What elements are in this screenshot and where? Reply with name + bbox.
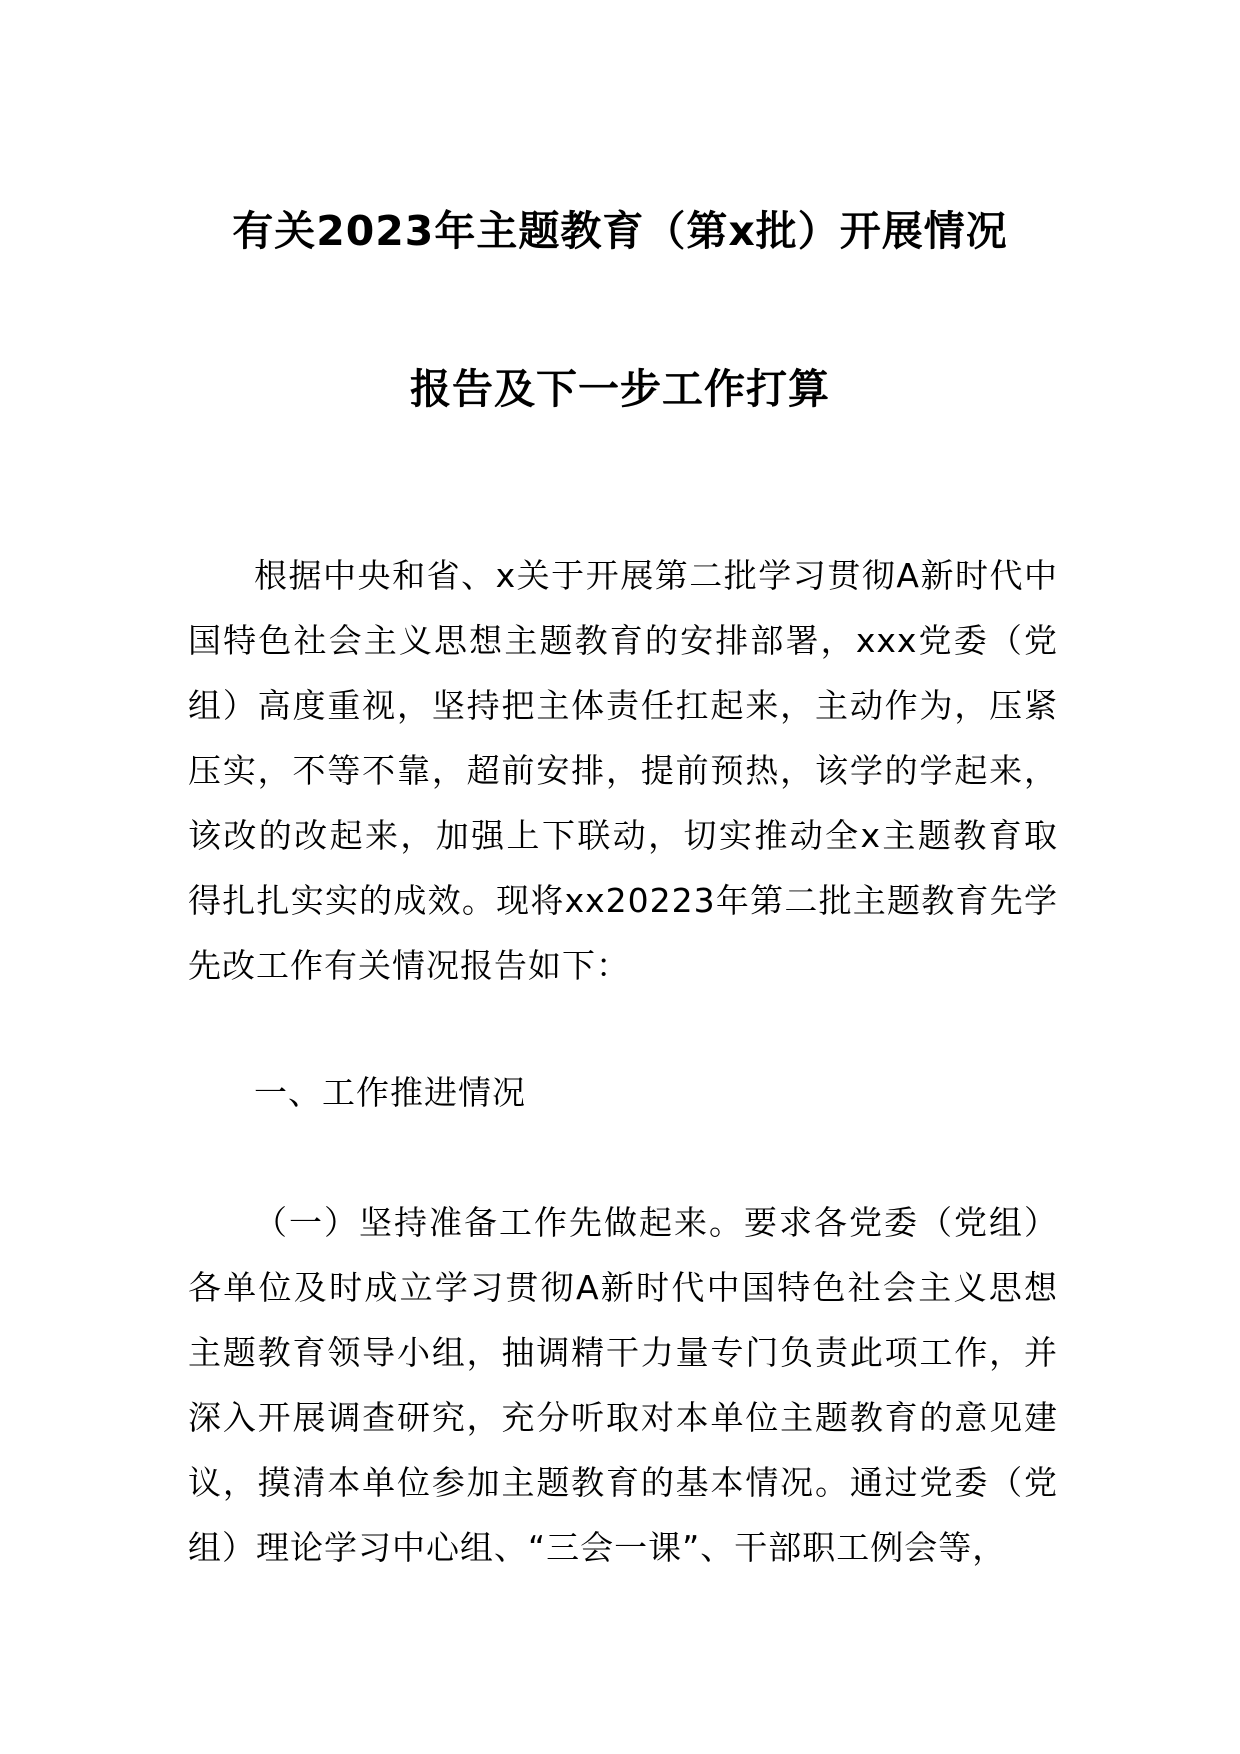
document-title-line-1: 有关2023年主题教育（第x批）开展情况 [232,207,1008,255]
body-paragraph-1: （一）坚持准备工作先做起来。要求各党委（党组）各单位及时成立学习贯彻A新时代中国特色社会主义思想主题教育领导小组，抽调精干力量专门负责此项工作，并深入开展调查研究，充分听取对本单位主题教育的意见建议，摸清本单位参加主题教育的基本情况。通过党委（党组）理论学习中心组、“三会一课”、干部职工例会等， [188,1203,1058,1567]
intro-paragraph: 根据中央和省、x关于开展第二批学习贯彻A新时代中国特色社会主义思想主题教育的安排部署，xxx党委（党组）高度重视，坚持把主体责任扛起来，主动作为，压紧压实，不等不靠，超前安排，提前预热，该学的学起来，该改的改起来，加强上下联动，切实推动全x主题教育取得扎扎实实的成效。现将xx20223年第二批主题教育先学先改工作有关情况报告如下： [188,556,1058,985]
document-title-line-2: 报告及下一步工作打算 [410,365,830,413]
section-heading-work-progress: 一、工作推进情况 [254,1073,526,1112]
